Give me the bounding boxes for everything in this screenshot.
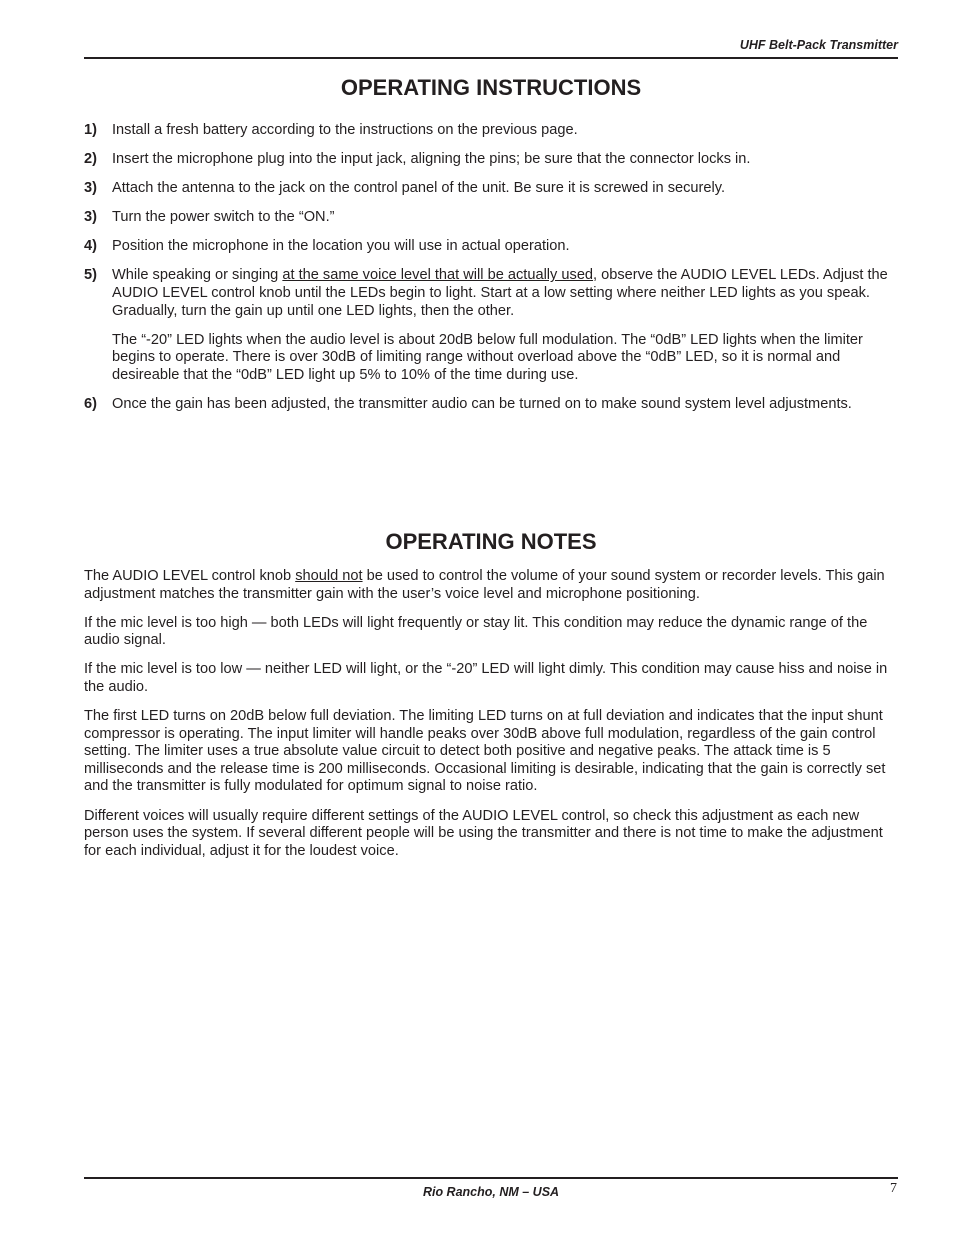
instruction-step [84, 209, 898, 227]
step-text: Turn the power switch to the “ON.” [112, 209, 335, 226]
step-text [112, 267, 898, 320]
step-number: 1) [84, 122, 97, 138]
instruction-step [84, 122, 898, 140]
underlined-emphasis: at the same voice level that will be actually used [282, 267, 594, 284]
notes-paragraph: If the mic level is too low — neither LED will light, or the “-20” LED will light dimly. This condition may cause hiss and noise in the audio. [84, 661, 888, 695]
instruction-step [84, 267, 898, 384]
running-header: UHF Belt-Pack Transmitter [739, 38, 898, 52]
page-number: 7 [890, 1181, 897, 1196]
instruction-step [84, 151, 898, 169]
notes-heading: OPERATING NOTES [385, 529, 597, 554]
footer-rule [84, 1177, 898, 1179]
notes-body [84, 568, 898, 872]
step-number: 6) [84, 396, 97, 413]
step-text-lead: While speaking or singing [112, 267, 283, 284]
step-number: 4) [84, 238, 97, 255]
notes-paragraph: The first LED turns on 20dB below full deviation. The limiting LED turns on at full deviation and indicates that the input shunt compressor is operating. The input limiter will handle peaks over 30dB above full modulation, regardless of the gain control setting. The limiter uses a true absolute value circuit to detect both positive and negative peaks. The attack time is 5 milliseconds and the release time is 200 milliseconds. Occasional limiting is desirable, indicating that the gain is correctly set and the transmitter is fully modulated for optimum signal to noise ratio. [84, 708, 886, 795]
step-text: Install a fresh battery according to the instructions on the previous page. [112, 122, 578, 138]
instructions-heading: OPERATING INSTRUCTIONS [340, 75, 642, 100]
header-rule [84, 57, 898, 59]
step-text-continued: The “-20” LED lights when the audio level is about 20dB below full modulation. The “0dB” LED lights when the limiter begins to operate. There is over 30dB of limiting range without overload above the “0dB” LED, so it is normal and desireable that the “0dB” LED light up 5% to 10% of the time during use. [112, 331, 863, 383]
instruction-step [84, 238, 898, 256]
step-text: Once the gain has been adjusted, the transmitter audio can be turned on to make sound system level adjustments. [112, 396, 852, 413]
underlined-emphasis: should not [295, 568, 363, 584]
step-text: Position the microphone in the location you will use in actual operation. [112, 238, 570, 255]
instruction-step [84, 396, 898, 414]
step-text-rest: , observe the AUDIO LEVEL LEDs. Adjust the AUDIO LEVEL control knob until the LEDs begin to light. Start at a low setting where neither LED lights as you speak. Gradually, turn the gain up until one LED lights, then the other. [112, 267, 888, 319]
notes-paragraph: If the mic level is too high — both LEDs will light frequently or stay lit. This condition may reduce the dynamic range of the audio signal. [84, 614, 868, 649]
instruction-list [84, 122, 898, 425]
step-text: Insert the microphone plug into the input jack, aligning the pins; be sure that the connector locks in. [112, 151, 751, 168]
step-number: 3) [84, 209, 97, 226]
step-number: 5) [84, 267, 97, 284]
notes-paragraph: Different voices will usually require different settings of the AUDIO LEVEL control, so check this adjustment as each new person uses the system. If several different people will be using the transmitter and there is not time to make the adjustment for each individual, adjust it for the loudest voice. [84, 807, 883, 859]
footer-location: Rio Rancho, NM – USA [422, 1185, 560, 1199]
step-number: 3) [84, 180, 97, 197]
notes-paragraph [84, 568, 898, 603]
notes-text-lead: The AUDIO LEVEL control knob [84, 568, 296, 584]
step-text: Attach the antenna to the jack on the control panel of the unit. Be sure it is screwed in securely. [112, 180, 726, 197]
step-number: 2) [84, 151, 97, 168]
instruction-step [84, 180, 898, 198]
notes-text-rest: be used to control the volume of your sound system or recorder levels. This gain adjustment matches the transmitter gain with the user’s voice level and microphone positioning. [84, 568, 885, 602]
